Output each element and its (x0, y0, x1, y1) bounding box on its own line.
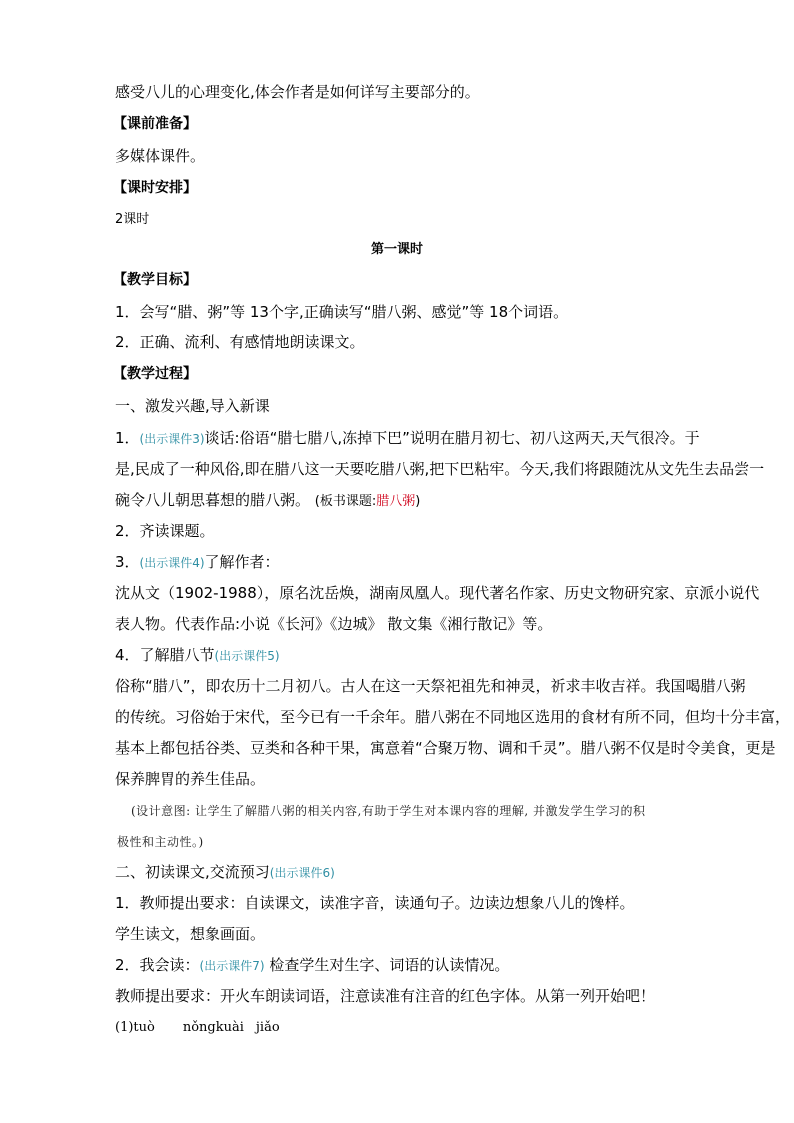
design-note-line-1: (设计意图: 让学生了解腊八粥的相关内容,有助于学生对本课内容的理解, 并激发学生学习的积 (131, 804, 646, 818)
laba-line-3: 基本上都包括谷类、豆类和各种干果，寓意着“合聚万物、调和千灵”。腊八粥不仅是时令美食，更是 (115, 739, 776, 757)
heading-prep: 【课前准备】 (113, 116, 197, 132)
read-step-2-text: 检查学生对生字、词语的认读情况。 (269, 956, 510, 974)
step-1-line-3-text: 碗令八儿朝思暮想的腊八粥。 (115, 491, 311, 509)
step-1-line-1 (115, 428, 700, 449)
board-title-red: 腊八粥 (376, 494, 416, 509)
intro-line: 感受八儿的心理变化,体会作者是如何详写主要部分的。 (115, 83, 480, 101)
step-3 (115, 552, 280, 573)
author-line-2: 表人物。代表作品:小说《长河》《边城》 散文集《湘行散记》等。 (115, 615, 553, 633)
pinyin-row (115, 1018, 280, 1038)
heading-goals: 【教学目标】 (113, 272, 197, 288)
section-2-title (115, 862, 335, 883)
step-1-text: 谈话:俗语“腊七腊八,冻掉下巴”说明在腊月初七、初八这两天,天气很冷。于 (204, 429, 700, 447)
read-step-1: 1．教师提出要求：自读课文，读准字音，读通句子。边读边想象八儿的馋样。 (115, 894, 635, 912)
step-3-text: 了解作者： (204, 553, 280, 571)
courseware-tag-7: (出示课件7) (199, 959, 265, 973)
courseware-tag-4: (出示课件4) (139, 556, 205, 570)
goal-2: 2．正确、流利、有感情地朗读课文。 (115, 333, 365, 351)
prep-text: 多媒体课件。 (115, 147, 206, 165)
heading-schedule: 【课时安排】 (113, 180, 197, 196)
step-4-text: 4．了解腊八节 (115, 646, 215, 664)
step-2: 2．齐读课题。 (115, 522, 215, 540)
author-line-1: 沈从文（1902-1988），原名沈岳焕，湖南凤凰人。现代著名作家、历史文物研究家、京派小说代 (115, 584, 760, 602)
pinyin-2: nǒngkuài (182, 1020, 244, 1035)
read-step-2-label: 2．我会读： (115, 956, 200, 974)
design-note-line-2: 极性和主动性。) (117, 835, 204, 849)
pinyin-3: jiǎo (255, 1020, 280, 1035)
step-4 (115, 645, 280, 666)
schedule-text: 2课时 (115, 212, 150, 227)
read-step-2-instruction: 教师提出要求：开火车朗读词语，注意读准有注音的红色字体。从第一列开始吧！ (115, 987, 656, 1005)
goal-1: 1．会写“腊、粥”等 13个字,正确读写“腊八粥、感觉”等 18个词语。 (115, 303, 569, 321)
section-2-text: 二、初读课文,交流预习 (115, 863, 270, 881)
heading-process: 【教学过程】 (113, 366, 197, 382)
laba-line-2: 的传统。习俗始于宋代，至今已有一千余年。腊八粥在不同地区选用的食材有所不同，但均十分丰富， (115, 708, 791, 726)
board-title-open: (板书课题: (314, 494, 377, 509)
read-step-2 (115, 955, 509, 976)
laba-line-1: 俗称“腊八”，即农历十二月初八。古人在这一天祭祀祖先和神灵，祈求丰收吉祥。我国喝腊八粥 (115, 677, 746, 695)
step-1-line-3 (115, 490, 420, 512)
laba-line-4: 保养脾胃的养生佳品。 (115, 770, 266, 788)
board-title-close: ) (415, 494, 421, 509)
step-1-number: 1． (115, 429, 140, 447)
courseware-tag-6: (出示课件6) (269, 866, 335, 880)
step-3-number: 3． (115, 553, 140, 571)
pinyin-1: (1)tuò (115, 1020, 155, 1035)
lesson-title: 第一课时 (370, 242, 423, 257)
courseware-tag-3: (出示课件3) (139, 432, 205, 446)
courseware-tag-5: (出示课件5) (214, 649, 280, 663)
section-1-title: 一、激发兴趣,导入新课 (115, 397, 270, 415)
step-1-line-2: 是,民成了一种风俗,即在腊八这一天要吃腊八粥,把下巴粘牢。今天,我们将跟随沈从文先生去品尝一 (115, 460, 765, 478)
read-step-1-student: 学生读文，想象画面。 (115, 925, 266, 943)
